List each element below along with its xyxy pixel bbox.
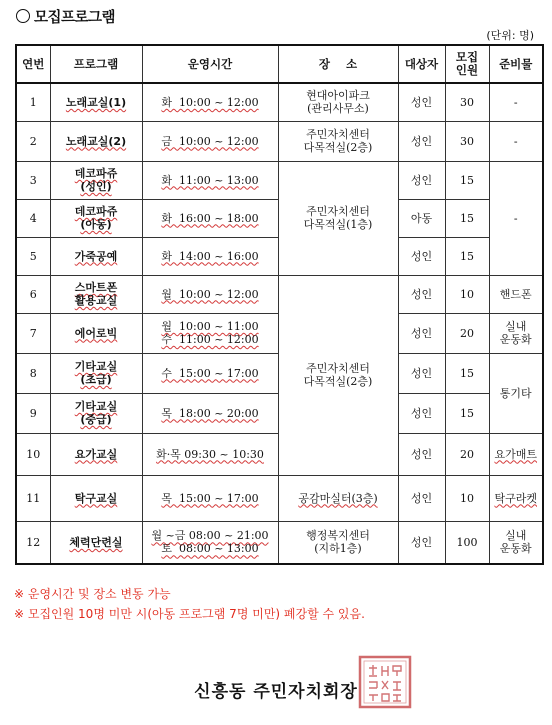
table-row — [16, 275, 543, 313]
program-capacity: 15 — [445, 393, 489, 433]
program-supplies: 탁구라켓 — [489, 475, 543, 521]
header-supplies: 준비물 — [489, 45, 543, 83]
program-capacity: 10 — [445, 275, 489, 313]
program-time: 화 14:00 ~ 16:00 — [142, 237, 278, 275]
program-target: 성인 — [398, 475, 445, 521]
program-capacity: 15 — [445, 161, 489, 199]
program-supplies: 요가매트 — [489, 433, 543, 475]
program-time: 화 10:00 ~ 12:00 — [142, 83, 278, 121]
program-place: 주민자치센터 다목적실(2층) — [278, 121, 398, 161]
program-name: 데코파쥬 (성인) — [50, 161, 142, 199]
program-capacity: 30 — [445, 121, 489, 161]
program-supplies: - — [489, 83, 543, 121]
program-time: 목 15:00 ~ 17:00 — [142, 475, 278, 521]
table-row — [16, 161, 543, 199]
page-title: 모집프로그램 — [16, 6, 115, 27]
row-no: 3 — [16, 161, 50, 199]
program-name: 탁구교실 — [50, 475, 142, 521]
program-time: 목 18:00 ~ 20:00 — [142, 393, 278, 433]
program-supplies: - — [489, 161, 543, 275]
program-time: 월 ~금 08:00 ~ 21:00 토 08:00 ~ 13:00 — [142, 521, 278, 564]
program-target: 성인 — [398, 433, 445, 475]
program-name: 기타교실 (초급) — [50, 353, 142, 393]
program-target: 성인 — [398, 161, 445, 199]
program-table — [15, 44, 544, 565]
header-time: 운영시간 — [142, 45, 278, 83]
program-time: 수 15:00 ~ 17:00 — [142, 353, 278, 393]
program-capacity: 20 — [445, 433, 489, 475]
program-time: 월 10:00 ~ 11:00 수 11:00 ~ 12:00 — [142, 313, 278, 353]
program-time: 화 16:00 ~ 18:00 — [142, 199, 278, 237]
row-no: 7 — [16, 313, 50, 353]
program-target: 성인 — [398, 275, 445, 313]
program-time: 금 10:00 ~ 12:00 — [142, 121, 278, 161]
program-capacity: 100 — [445, 521, 489, 564]
program-target: 성인 — [398, 353, 445, 393]
header-capacity: 모집 인원 — [445, 45, 489, 83]
program-name: 요가교실 — [50, 433, 142, 475]
program-time: 화·목 09:30 ~ 10:30 — [142, 433, 278, 475]
note-cancellation: ※ 모집인원 10명 미만 시(아동 프로그램 7명 미만) 폐강할 수 있음. — [14, 607, 365, 621]
program-place: 공감마실터(3층) — [278, 475, 398, 521]
program-supplies: - — [489, 121, 543, 161]
program-target: 성인 — [398, 521, 445, 564]
table-row — [16, 83, 543, 121]
row-no: 11 — [16, 475, 50, 521]
row-no: 5 — [16, 237, 50, 275]
program-place: 주민자치센터 다목적실(1층) — [278, 161, 398, 275]
official-seal-stamp — [357, 654, 413, 710]
program-name: 체력단련실 — [50, 521, 142, 564]
notes — [14, 584, 365, 624]
program-name: 노래교실(1) — [50, 83, 142, 121]
program-name: 기타교실 (중급) — [50, 393, 142, 433]
row-no: 6 — [16, 275, 50, 313]
program-supplies: 실내 운동화 — [489, 313, 543, 353]
program-supplies: 통기타 — [489, 353, 543, 433]
program-name: 데코파쥬 (아동) — [50, 199, 142, 237]
row-no: 1 — [16, 83, 50, 121]
program-name: 노래교실(2) — [50, 121, 142, 161]
header-no: 연번 — [16, 45, 50, 83]
program-capacity: 15 — [445, 353, 489, 393]
unit-note: (단위: 명) — [486, 29, 534, 42]
header-target: 대상자 — [398, 45, 445, 83]
program-place: 행정복지센터 (지하1층) — [278, 521, 398, 564]
program-target: 성인 — [398, 83, 445, 121]
note-schedule-change: ※ 운영시간 및 장소 변동 가능 — [14, 587, 171, 601]
program-capacity: 30 — [445, 83, 489, 121]
program-target: 아동 — [398, 199, 445, 237]
table-header-row — [16, 45, 543, 83]
program-time: 월 10:00 ~ 12:00 — [142, 275, 278, 313]
table-row — [16, 121, 543, 161]
program-name: 에어로빅 — [50, 313, 142, 353]
program-capacity: 10 — [445, 475, 489, 521]
program-capacity: 20 — [445, 313, 489, 353]
row-no: 9 — [16, 393, 50, 433]
program-time: 화 11:00 ~ 13:00 — [142, 161, 278, 199]
program-target: 성인 — [398, 121, 445, 161]
program-supplies: 핸드폰 — [489, 275, 543, 313]
program-place: 현대아이파크 (관리사무소) — [278, 83, 398, 121]
header-program: 프로그램 — [50, 45, 142, 83]
program-supplies: 실내 운동화 — [489, 521, 543, 564]
row-no: 8 — [16, 353, 50, 393]
circle-bullet-icon — [16, 9, 30, 23]
program-target: 성인 — [398, 237, 445, 275]
row-no: 4 — [16, 199, 50, 237]
row-no: 2 — [16, 121, 50, 161]
table-row — [16, 475, 543, 521]
row-no: 12 — [16, 521, 50, 564]
program-place: 주민자치센터 다목적실(2층) — [278, 275, 398, 475]
program-capacity: 15 — [445, 237, 489, 275]
program-name: 스마트폰 활용교실 — [50, 275, 142, 313]
header-place: 장 소 — [278, 45, 398, 83]
footer-signature: 신흥동 주민자치회장 — [194, 682, 358, 702]
program-capacity: 15 — [445, 199, 489, 237]
program-name: 가죽공예 — [50, 237, 142, 275]
row-no: 10 — [16, 433, 50, 475]
table-row — [16, 521, 543, 564]
program-target: 성인 — [398, 393, 445, 433]
program-target: 성인 — [398, 313, 445, 353]
